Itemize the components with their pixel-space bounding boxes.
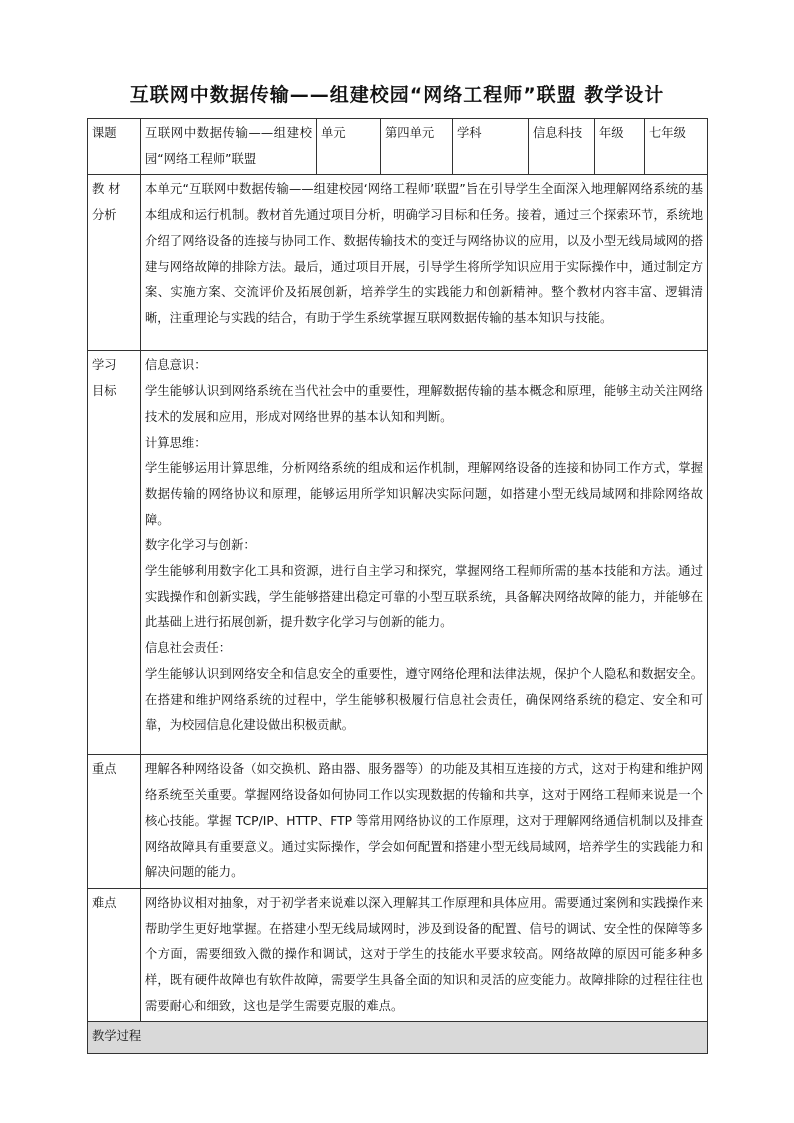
subject-value: 信息科技 <box>529 119 595 175</box>
goal-text-info-awareness: 学生能够认识到网络系统在当代社会中的重要性，理解数据传输的基本概念和原理，能够主动关注网络技术的发展和应用，形成对网络世界的基本认知和判断。 <box>145 384 703 424</box>
lesson-plan-table <box>87 118 708 1054</box>
key-points-row <box>88 755 708 889</box>
grade-value: 七年级 <box>645 119 708 175</box>
learning-goals-content <box>141 351 708 755</box>
goal-heading-social-responsibility: 信息社会责任： <box>145 641 232 656</box>
unit-label: 单元 <box>317 119 381 175</box>
goal-heading-info-awareness: 信息意识： <box>145 358 207 373</box>
header-row <box>88 119 708 175</box>
learning-goals-label: 学习 目标 <box>88 351 141 755</box>
teaching-process-header: 教学过程 <box>88 1022 708 1054</box>
material-analysis-text: 本单元“互联网中数据传输——组建校园‘网络工程师’联盟”旨在引导学生全面深入地理解网络系统的基本组成和运行机制。教材首先通过项目分析，明确学习目标和任务。接着，通过三个探索环节，系统地介绍了网络设备的连接与协同工作、数据传输技术的变迁与网络协议的应用，以及小型无线局域网的搭建与网络故障的排除方法。最后，通过项目开展，引导学生将所学知识应用于实际操作中，通过制定方案、实施方案、交流评价及拓展创新，培养学生的实践能力和创新精神。整个教材内容丰富、逻辑清晰，注重理论与实践的结合，有助于学生系统掌握互联网数据传输的基本知识与技能。 <box>141 175 708 351</box>
material-analysis-row <box>88 175 708 351</box>
key-points-label: 重点 <box>88 755 141 889</box>
course-label: 课题 <box>88 119 141 175</box>
goal-text-social-responsibility: 学生能够认识到网络安全和信息安全的重要性，遵守网络伦理和法律法规，保护个人隐私和数据安全。在搭建和维护网络系统的过程中，学生能够积极履行信息社会责任，确保网络系统的稳定、安全和可靠，为校园信息化建设做出积极贡献。 <box>145 666 703 733</box>
subject-label: 学科 <box>453 119 529 175</box>
teaching-process-row <box>88 1022 708 1054</box>
learning-goals-row <box>88 351 708 755</box>
document-title: 互联网中数据传输——组建校园“网络工程师”联盟 教学设计 <box>129 84 665 106</box>
difficult-points-row <box>88 888 708 1022</box>
difficult-points-label: 难点 <box>88 888 141 1022</box>
grade-label: 年级 <box>595 119 645 175</box>
key-points-text: 理解各种网络设备（如交换机、路由器、服务器等）的功能及其相互连接的方式，这对于构建和维护网络系统至关重要。掌握网络设备如何协同工作以实现数据的传输和共享，这对于网络工程师来说是一个核心技能。掌握 TCP/IP、HTTP、FTP 等常用网络协议的工作原理，这对于理解网络通信机制以及排查网络故障具有重要意义。通过实际操作，学会如何配置和搭建小型无线局域网，培养学生的实践能力和解决问题的能力。 <box>141 755 708 889</box>
goal-heading-computational-thinking: 计算思维： <box>145 435 207 450</box>
material-analysis-label: 教 材 分析 <box>88 175 141 351</box>
goal-text-computational-thinking: 学生能够运用计算思维，分析网络系统的组成和运作机制，理解网络设备的连接和协同工作方式，掌握数据传输的网络协议和原理，能够运用所学知识解决实际问题，如搭建小型无线局域网和排除网络故障。 <box>145 461 703 527</box>
goal-text-digital-learning: 学生能够利用数字化工具和资源，进行自主学习和探究，掌握网络工程师所需的基本技能和方法。通过实践操作和创新实践，学生能够搭建出稳定可靠的小型互联系统，具备解决网络故障的能力，并能够在此基础上进行拓展创新，提升数字化学习与创新的能力。 <box>145 564 703 630</box>
course-value: 互联网中数据传输——组建校园“网络工程师”联盟 <box>141 119 317 175</box>
unit-value: 第四单元 <box>381 119 453 175</box>
difficult-points-text: 网络协议相对抽象，对于初学者来说难以深入理解其工作原理和具体应用。需要通过案例和实践操作来帮助学生更好地掌握。在搭建小型无线局域网时，涉及到设备的配置、信号的调试、安全性的保障等多个方面，需要细致入微的操作和调试，这对于学生的技能水平要求较高。网络故障的原因可能多种多样，既有硬件故障也有软件故障，需要学生具备全面的知识和灵活的应变能力。故障排除的过程往往也需要耐心和细致，这也是学生需要克服的难点。 <box>141 888 708 1022</box>
goal-heading-digital-learning: 数字化学习与创新： <box>145 538 256 553</box>
